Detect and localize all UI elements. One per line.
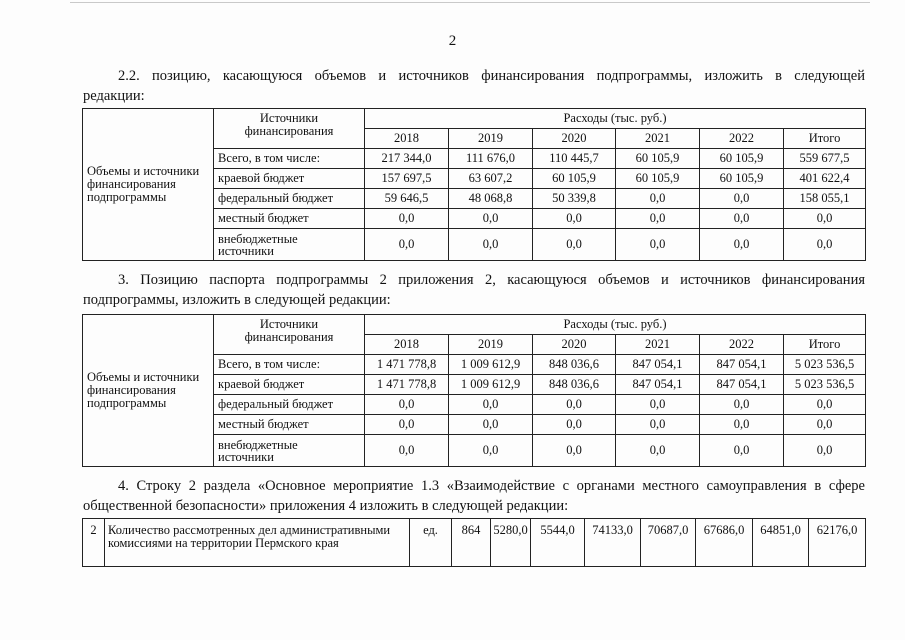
year-header: 2019 — [449, 129, 533, 149]
indicator-name — [105, 519, 410, 567]
row-label: местный бюджет — [214, 209, 365, 229]
table-cell: 60 105,9 — [616, 149, 700, 169]
row-label-line: внебюджетные — [218, 231, 298, 246]
table-cell: 847 054,1 — [700, 355, 784, 375]
table-cell: 0,0 — [533, 209, 616, 229]
table-cell: 0,0 — [784, 209, 866, 229]
table-cell: 0,0 — [365, 229, 449, 261]
table-cell: 59 646,5 — [365, 189, 449, 209]
table-cell: 70687,0 — [641, 519, 696, 567]
table-cell: 0,0 — [449, 229, 533, 261]
table-cell: 847 054,1 — [616, 375, 700, 395]
table-cell: 60 105,9 — [533, 169, 616, 189]
total-header: Итого — [784, 335, 866, 355]
table-cell: 1 471 778,8 — [365, 375, 449, 395]
paragraph-line: 3. Позицию паспорта подпрограммы 2 приложения 2, касающуюся объемов и источников финансирования — [118, 272, 865, 288]
table-cell: 110 445,7 — [533, 149, 616, 169]
left-label-line: Объемы и источники — [87, 370, 200, 384]
year-header: 2020 — [533, 335, 616, 355]
year-header: 2021 — [616, 129, 700, 149]
table-cell: 401 622,4 — [784, 169, 866, 189]
table-cell: 848 036,6 — [533, 355, 616, 375]
unit-cell: ед. — [410, 519, 452, 567]
year-header: 2018 — [365, 129, 449, 149]
table-cell: 0,0 — [700, 435, 784, 467]
table-cell: 848 036,6 — [533, 375, 616, 395]
row-label: федеральный бюджет — [214, 395, 365, 415]
table-cell: 60 105,9 — [616, 169, 700, 189]
table-cell: 60 105,9 — [700, 169, 784, 189]
table-cell: 5 023 536,5 — [784, 355, 866, 375]
table-cell: 0,0 — [700, 209, 784, 229]
paragraph-3 — [83, 270, 865, 310]
financing-table-1 — [82, 108, 866, 261]
paragraph-line: 4. Строку 2 раздела «Основное мероприятие 1.3 «Взаимодействие с органами местного самоуправления в сфере — [118, 478, 865, 494]
row-label-line: источники — [218, 449, 274, 464]
table-cell: 48 068,8 — [449, 189, 533, 209]
table-cell: 0,0 — [533, 435, 616, 467]
table-cell: 0,0 — [616, 395, 700, 415]
table-cell: 0,0 — [449, 395, 533, 415]
paragraph-4 — [83, 476, 865, 516]
table-cell: 0,0 — [616, 435, 700, 467]
table-cell: 0,0 — [700, 395, 784, 415]
table-cell: 74133,0 — [585, 519, 641, 567]
table-cell: 0,0 — [449, 415, 533, 435]
table-cell: 5280,0 — [491, 519, 531, 567]
left-label-line: подпрограммы — [87, 190, 167, 204]
row-label-line: источники — [218, 243, 274, 258]
sources-header-line: Источники — [259, 111, 319, 125]
row-label: краевой бюджет — [214, 375, 365, 395]
table-cell: 0,0 — [616, 229, 700, 261]
scan-top-line — [70, 2, 870, 3]
row-label — [214, 435, 365, 467]
row-label: краевой бюджет — [214, 169, 365, 189]
sources-header — [214, 109, 365, 149]
table-cell: 0,0 — [784, 435, 866, 467]
sources-header-line: Источники — [259, 317, 319, 331]
table-cell: 60 105,9 — [700, 149, 784, 169]
indicator-name-line: Количество рассмотренных дел административными — [108, 523, 391, 537]
indicator-table — [82, 518, 866, 567]
paragraph-line: подпрограммы, изложить в следующей редакции: — [83, 292, 391, 308]
table-cell: 0,0 — [784, 395, 866, 415]
year-header: 2018 — [365, 335, 449, 355]
table-cell: 64851,0 — [753, 519, 809, 567]
table-cell: 0,0 — [365, 415, 449, 435]
expenses-header: Расходы (тыс. руб.) — [365, 109, 866, 129]
sources-header — [214, 315, 365, 355]
year-header: 2019 — [449, 335, 533, 355]
table-cell: 0,0 — [533, 415, 616, 435]
table-cell: 0,0 — [449, 435, 533, 467]
row-label: Всего, в том числе: — [214, 149, 365, 169]
table-cell: 0,0 — [449, 209, 533, 229]
table-cell: 0,0 — [784, 415, 866, 435]
left-label-line: финансирования — [87, 383, 176, 397]
paragraph-line: редакции: — [83, 88, 145, 104]
table-cell: 864 — [452, 519, 491, 567]
table-cell: 67686,0 — [696, 519, 753, 567]
table-cell: 0,0 — [700, 189, 784, 209]
table-cell: 63 607,2 — [449, 169, 533, 189]
table-cell: 0,0 — [533, 229, 616, 261]
table-cell: 0,0 — [616, 209, 700, 229]
subprogram-label-cell — [83, 315, 214, 467]
table-cell: 0,0 — [700, 415, 784, 435]
table-cell: 0,0 — [700, 229, 784, 261]
paragraph-line: общественной безопасности» приложения 4 изложить в следующей редакции: — [83, 498, 569, 514]
table-cell: 847 054,1 — [616, 355, 700, 375]
row-label: федеральный бюджет — [214, 189, 365, 209]
table-cell: 0,0 — [616, 189, 700, 209]
table-cell: 0,0 — [365, 435, 449, 467]
table-cell: 0,0 — [784, 229, 866, 261]
table-cell: 217 344,0 — [365, 149, 449, 169]
page-number: 2 — [448, 33, 457, 49]
row-label — [214, 229, 365, 261]
year-header: 2022 — [700, 129, 784, 149]
table-cell: 157 697,5 — [365, 169, 449, 189]
row-number: 2 — [83, 519, 105, 567]
total-header: Итого — [784, 129, 866, 149]
table-cell: 5544,0 — [531, 519, 585, 567]
table-cell: 1 471 778,8 — [365, 355, 449, 375]
indicator-name-line: комиссиями на территории Пермского края — [108, 536, 339, 550]
table-cell: 5 023 536,5 — [784, 375, 866, 395]
table-cell: 1 009 612,9 — [449, 355, 533, 375]
row-label: Всего, в том числе: — [214, 355, 365, 375]
table-cell: 0,0 — [533, 395, 616, 415]
year-header: 2020 — [533, 129, 616, 149]
table-cell: 0,0 — [365, 209, 449, 229]
paragraph-2-2 — [83, 66, 865, 106]
left-label-line: подпрограммы — [87, 396, 167, 410]
year-header: 2022 — [700, 335, 784, 355]
left-label-line: финансирования — [87, 177, 176, 191]
year-header: 2021 — [616, 335, 700, 355]
left-label-line: Объемы и источники — [87, 164, 200, 178]
financing-table-2 — [82, 314, 866, 467]
table-cell: 1 009 612,9 — [449, 375, 533, 395]
subprogram-label-cell — [83, 109, 214, 261]
table-row — [83, 519, 866, 567]
table-cell: 0,0 — [616, 415, 700, 435]
row-label-line: внебюджетные — [218, 437, 298, 452]
table-cell: 50 339,8 — [533, 189, 616, 209]
table-cell: 847 054,1 — [700, 375, 784, 395]
paragraph-line: 2.2. позицию, касающуюся объемов и источников финансирования подпрограммы, изложить в следующей — [118, 68, 865, 84]
expenses-header: Расходы (тыс. руб.) — [365, 315, 866, 335]
table-cell: 0,0 — [365, 395, 449, 415]
sources-header-line: финансирования — [244, 330, 334, 344]
table-cell: 111 676,0 — [449, 149, 533, 169]
sources-header-line: финансирования — [244, 124, 334, 138]
table-cell: 158 055,1 — [784, 189, 866, 209]
table-cell: 559 677,5 — [784, 149, 866, 169]
row-label: местный бюджет — [214, 415, 365, 435]
table-cell: 62176,0 — [809, 519, 866, 567]
